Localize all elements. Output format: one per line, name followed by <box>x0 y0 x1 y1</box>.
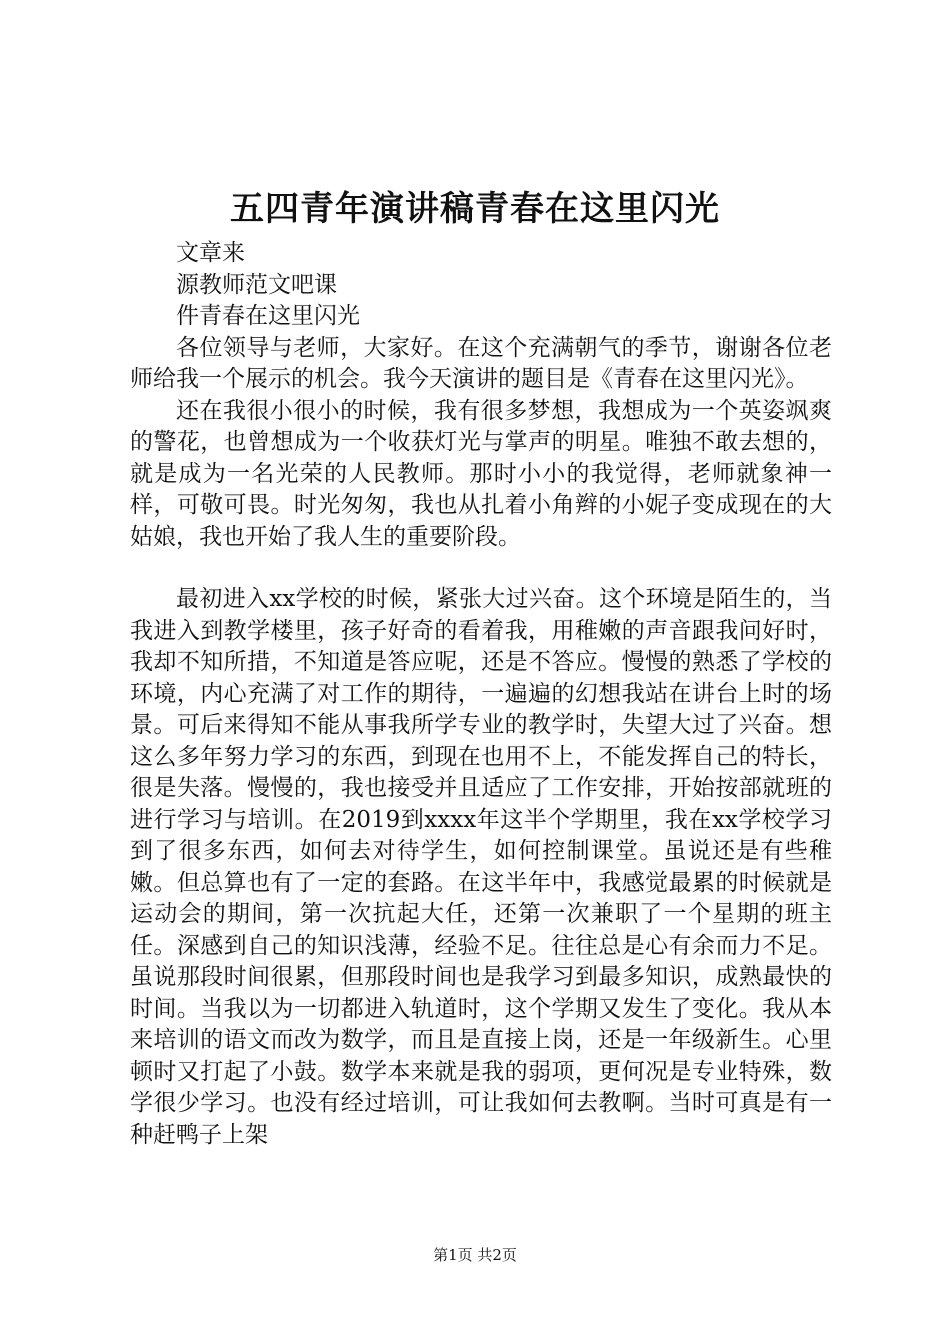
paragraph-school: 最初进入xx学校的时候，紧张大过兴奋。这个环境是陌生的，当我进入到教学楼里，孩子好奇的看着我，用稚嫩的声音跟我问好时，我却不知所措，不知道是答应呢，还是不答应。慢慢的熟悉了学校的环境，内心充满了对工作的期待，一遍遍的幻想我站在讲台上时的场景。可后来得知不能从事我所学专业的教学时，失望大过了兴奋。想这么多年努力学习的东西，到现在也用不上，不能发挥自己的特长，很是失落。慢慢的，我也接受并且适应了工作安排，开始按部就班的进行学习与培训。在2019到xxxx年这半个学期里，我在xx学校学习到了很多东西，如何去对待学生，如何控制课堂。虽说还是有些稚嫩。但总算也有了一定的套路。在这半年中，我感觉最累的时候就是运动会的期间，第一次抗起大任，还第一次兼职了一个星期的班主任。深感到自己的知识浅薄，经验不足。往往总是心有余而力不足。虽说那段时间很累，但那段时间也是我学习到最多知识，成熟最快的时间。当我以为一切都进入轨道时，这个学期又发生了变化。我从本来培训的语文而改为数学，而且是直接上岗，还是一年级新生。心里顿时又打起了小鼓。数学本来就是我的弱项，更何况是专业特殊，数学很少学习。也没有经过培训，可让我如何去教啊。当时可真是有一种赶鸭子上架 <box>130 586 832 1148</box>
page-number: 第1页 共2页 <box>433 1246 517 1264</box>
source-line-3: 件青春在这里闪光 <box>176 303 360 329</box>
source-line-1: 文章来 <box>176 240 245 266</box>
paragraph-greeting: 各位领导与老师，大家好。在这个充满朝气的季节，谢谢各位老师给我一个展示的机会。我今天演讲的题目是《青春在这里闪光》。 <box>130 334 832 392</box>
document-body <box>130 238 832 1151</box>
source-line-2: 源教师范文吧课 <box>176 271 337 298</box>
document-title: 五四青年演讲稿青春在这里闪光 <box>230 189 720 229</box>
paragraph-childhood: 还在我很小很小的时候，我有很多梦想，我想成为一个英姿飒爽的警花，也曾想成为一个收获灯光与掌声的明星。唯独不敢去想的，就是成为一名光荣的人民教师。那时小小的我觉得，老师就象神一样，可敬可畏。时光匆匆，我也从扎着小角辫的小妮子变成现在的大姑娘，我也开始了我人生的重要阶段。 <box>130 397 832 550</box>
